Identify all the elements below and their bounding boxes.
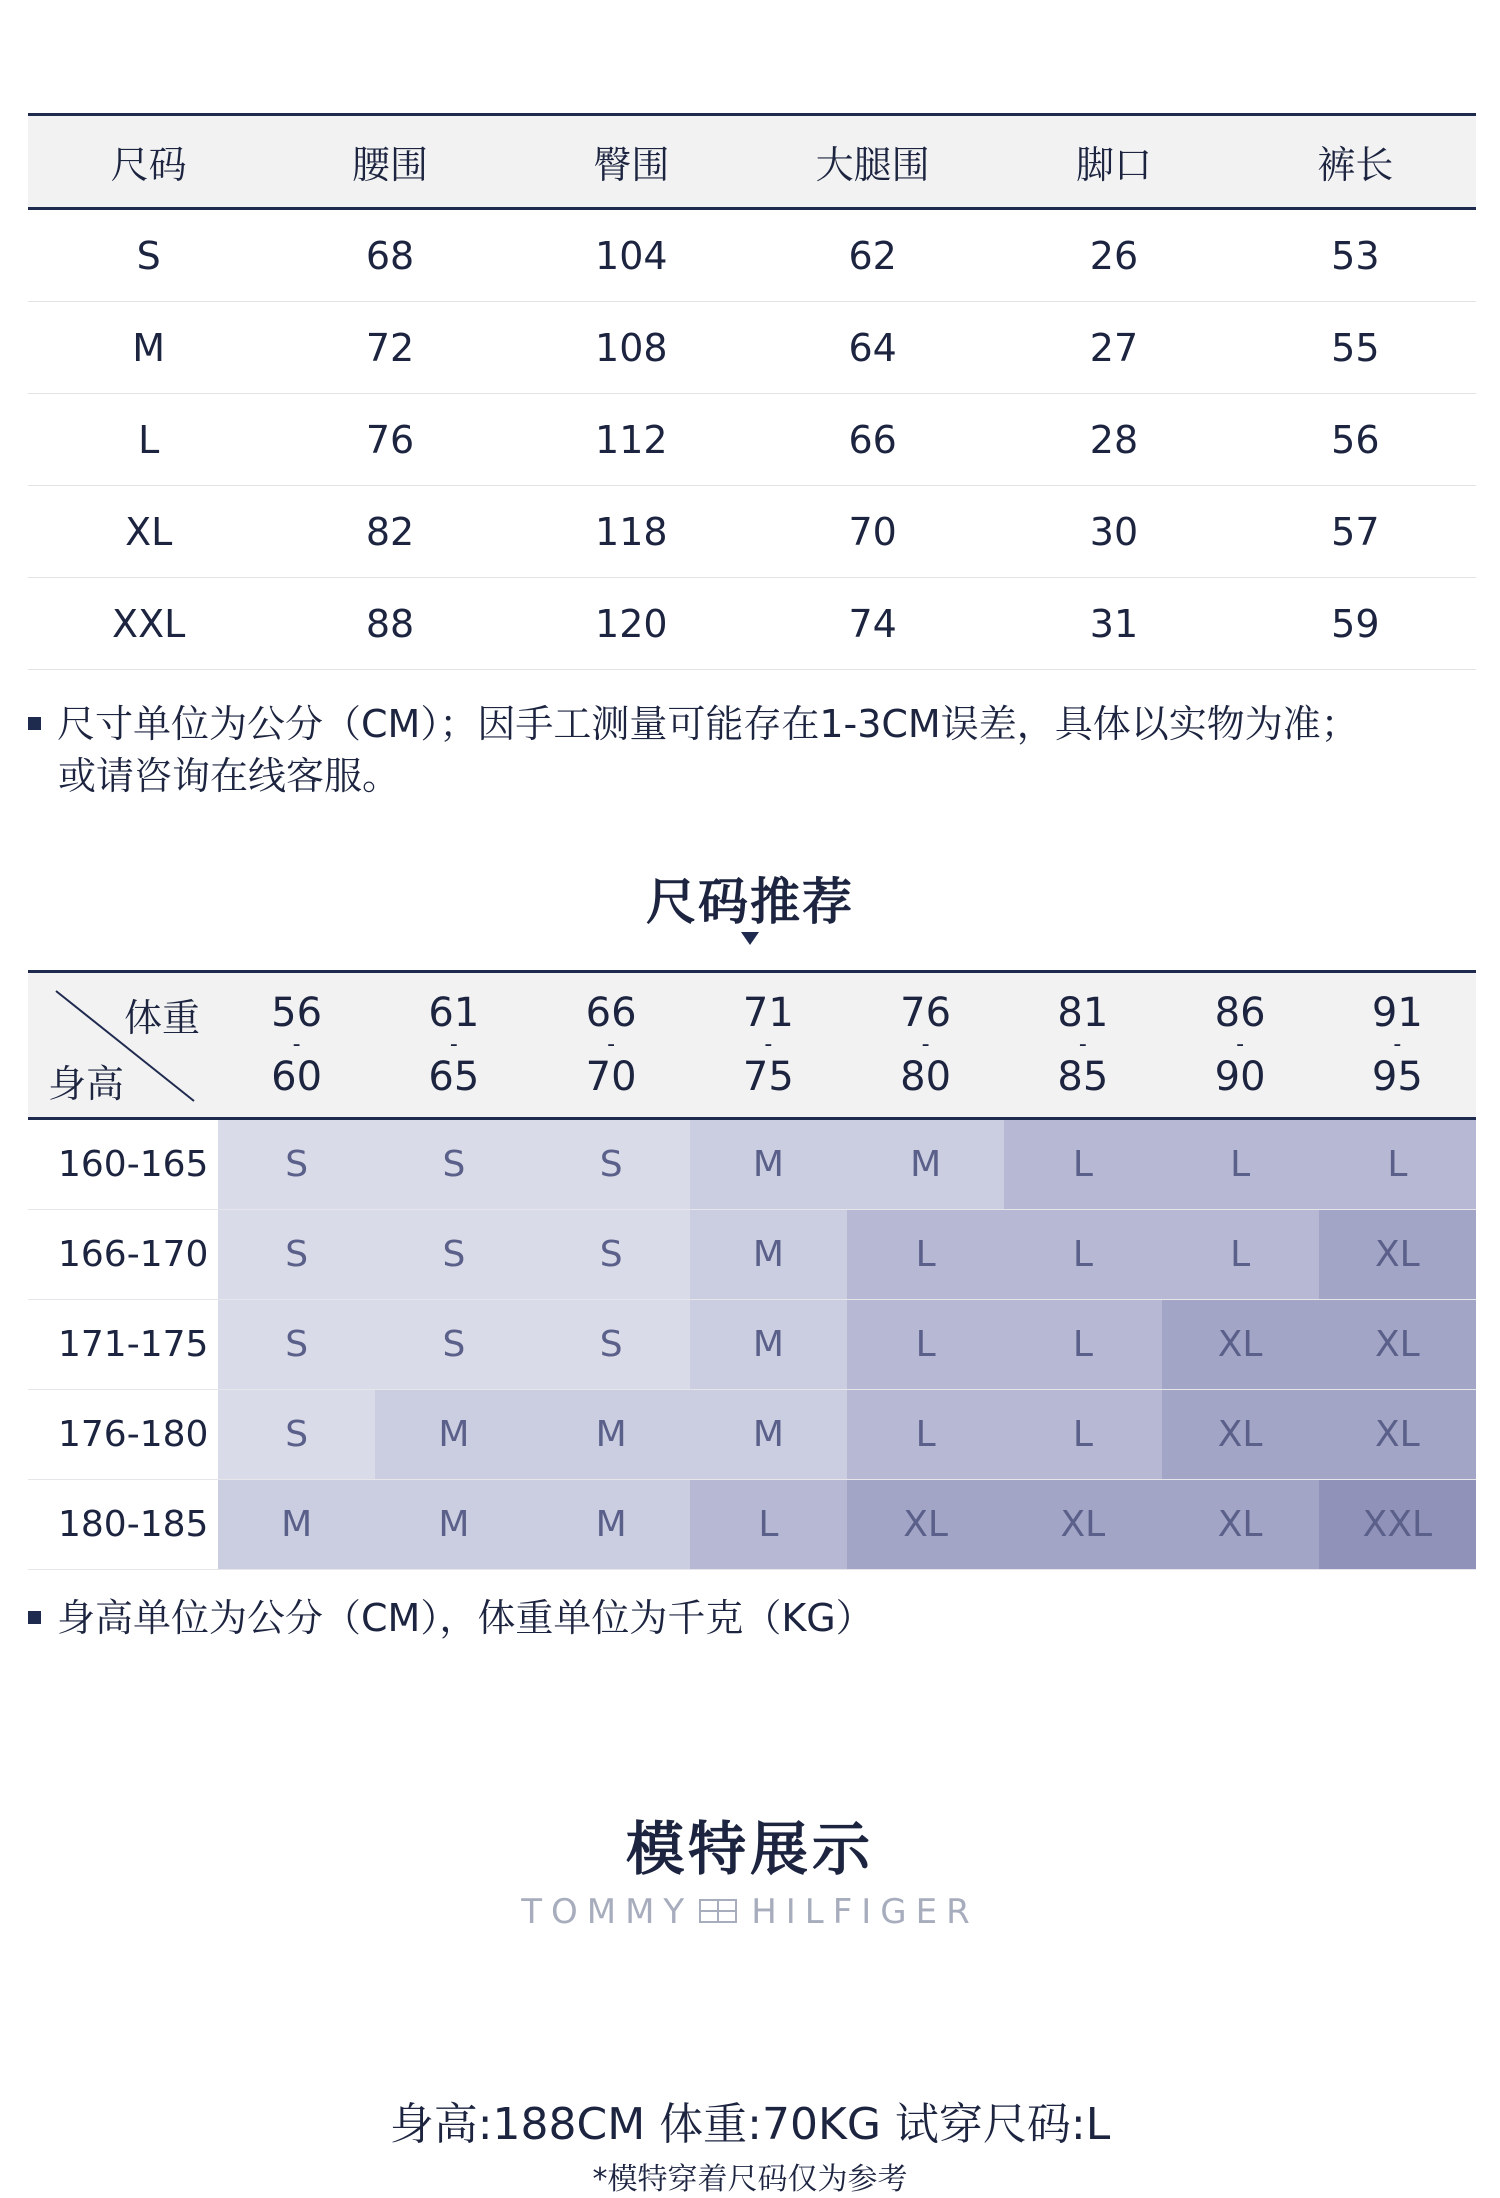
weight-from: 91 <box>1371 990 1423 1036</box>
size-cell: XL <box>1319 1210 1476 1299</box>
table-row <box>28 1480 1476 1570</box>
table-cell: 31 <box>993 578 1234 670</box>
size-cell: L <box>1319 1120 1476 1209</box>
size-cell: S <box>218 1210 375 1299</box>
weight-to: 80 <box>900 1054 952 1100</box>
table-cell: 27 <box>993 302 1234 394</box>
range-dash: - <box>764 1032 773 1057</box>
brand-name-right: HILFIGER <box>751 1892 979 1932</box>
height-range-cell: 160-165 <box>28 1120 218 1209</box>
header-thigh: 大腿围 <box>752 115 993 209</box>
size-cell: S <box>375 1300 532 1389</box>
table-row <box>28 302 1476 394</box>
height-range-cell: 171-175 <box>28 1300 218 1389</box>
size-cell: M <box>533 1480 690 1569</box>
weight-range-header <box>1162 973 1319 1117</box>
size-cell: M <box>847 1120 1004 1209</box>
size-cell: L <box>1162 1210 1319 1299</box>
table-row <box>28 209 1476 302</box>
range-dash: - <box>292 1032 301 1057</box>
table-cell: XXL <box>28 578 269 670</box>
height-range-cell: 166-170 <box>28 1210 218 1299</box>
table-cell: 118 <box>511 486 752 578</box>
size-cell: M <box>690 1210 847 1299</box>
height-range-cell: 176-180 <box>28 1390 218 1479</box>
table-row <box>28 1390 1476 1480</box>
rec-note-text: 身高单位为公分（CM），体重单位为千克（KG） <box>57 1596 874 1640</box>
table-cell: 74 <box>752 578 993 670</box>
table-cell: 68 <box>269 209 510 302</box>
size-cell: L <box>1004 1120 1161 1209</box>
table-cell: 30 <box>993 486 1234 578</box>
weight-range-header <box>690 973 847 1117</box>
table-cell: XL <box>28 486 269 578</box>
model-info: 身高:188CM 体重:70KG 试穿尺码:L <box>389 2099 1111 2150</box>
size-cell: XXL <box>1319 1480 1476 1569</box>
header-leg-opening: 脚口 <box>993 115 1234 209</box>
size-cell: XL <box>1004 1480 1161 1569</box>
height-axis-label: 身高 <box>48 1062 125 1106</box>
recommendation-header <box>28 973 1476 1120</box>
table-cell: 88 <box>269 578 510 670</box>
corner-cell <box>28 973 218 1117</box>
weight-from: 71 <box>742 990 794 1036</box>
table-cell: 76 <box>269 394 510 486</box>
table-cell: S <box>28 209 269 302</box>
model-title: 模特展示 <box>625 1815 874 1883</box>
bullet-icon <box>28 717 41 730</box>
range-dash: - <box>449 1032 458 1057</box>
size-cell: XL <box>1319 1300 1476 1389</box>
height-range-cell: 180-185 <box>28 1480 218 1569</box>
size-cell: M <box>690 1120 847 1209</box>
table-cell: 28 <box>993 394 1234 486</box>
size-cell: XL <box>1162 1480 1319 1569</box>
size-cell: M <box>375 1390 532 1479</box>
table-row <box>28 578 1476 670</box>
size-cell: XL <box>1319 1390 1476 1479</box>
table-cell: 72 <box>269 302 510 394</box>
weight-from: 81 <box>1057 990 1109 1036</box>
table-row <box>28 1120 1476 1210</box>
weight-range-header <box>1319 973 1476 1117</box>
weight-from: 66 <box>585 990 637 1036</box>
size-cell: XL <box>1162 1300 1319 1389</box>
table-cell: 120 <box>511 578 752 670</box>
size-table-header <box>28 115 1476 209</box>
table-cell: 62 <box>752 209 993 302</box>
size-cell: L <box>1162 1120 1319 1209</box>
table-cell: 70 <box>752 486 993 578</box>
size-cell: L <box>847 1390 1004 1479</box>
header-pant-length: 裤长 <box>1235 115 1476 209</box>
table-cell: 104 <box>511 209 752 302</box>
size-cell: M <box>375 1480 532 1569</box>
bullet-icon <box>28 1611 41 1624</box>
weight-to: 75 <box>742 1054 794 1100</box>
size-table <box>28 113 1476 670</box>
range-dash: - <box>607 1032 616 1057</box>
size-cell: L <box>1004 1300 1161 1389</box>
header-waist: 腰围 <box>269 115 510 209</box>
weight-range-header <box>847 973 1004 1117</box>
weight-range-header <box>218 973 375 1117</box>
size-cell: XL <box>1162 1390 1319 1479</box>
size-cell: M <box>690 1300 847 1389</box>
size-cell: S <box>533 1210 690 1299</box>
size-cell: S <box>375 1210 532 1299</box>
triangle-down-icon <box>741 932 759 945</box>
weight-to: 90 <box>1214 1054 1266 1100</box>
weight-to: 85 <box>1057 1054 1109 1100</box>
weight-range-header <box>1004 973 1161 1117</box>
flag-icon <box>699 1899 737 1923</box>
table-cell: 53 <box>1235 209 1476 302</box>
table-row <box>28 1300 1476 1390</box>
table-cell: 59 <box>1235 578 1476 670</box>
size-cell: S <box>218 1300 375 1389</box>
header-hip: 臀围 <box>511 115 752 209</box>
table-cell: 82 <box>269 486 510 578</box>
table-cell: 57 <box>1235 486 1476 578</box>
weight-from: 61 <box>428 990 480 1036</box>
size-cell: L <box>690 1480 847 1569</box>
brand-name-left: TOMMY <box>521 1892 694 1932</box>
weight-axis-label: 体重 <box>124 996 201 1040</box>
size-cell: S <box>218 1120 375 1209</box>
size-note-line-1 <box>28 698 1468 750</box>
size-cell: L <box>847 1300 1004 1389</box>
model-note: *模特穿着尺码仅为参考 <box>592 2162 908 2197</box>
header-size: 尺码 <box>28 115 269 209</box>
table-cell: 112 <box>511 394 752 486</box>
size-cell: L <box>1004 1210 1161 1299</box>
table-cell: 55 <box>1235 302 1476 394</box>
table-cell: L <box>28 394 269 486</box>
range-dash: - <box>1393 1032 1402 1057</box>
size-cell: S <box>375 1120 532 1209</box>
recommendation-body <box>28 1120 1476 1570</box>
range-dash: - <box>1236 1032 1245 1057</box>
size-note-line-2: 或请咨询在线客服。 <box>58 754 401 798</box>
table-cell: 56 <box>1235 394 1476 486</box>
table-row <box>28 486 1476 578</box>
table-row <box>28 1210 1476 1300</box>
size-cell: M <box>218 1480 375 1569</box>
table-cell: 26 <box>993 209 1234 302</box>
recommendation-title: 尺码推荐 <box>646 873 854 931</box>
weight-to: 95 <box>1371 1054 1423 1100</box>
table-row <box>28 394 1476 486</box>
range-dash: - <box>1078 1032 1087 1057</box>
size-cell: M <box>690 1390 847 1479</box>
size-note-text-1: 尺寸单位为公分（CM）；因手工测量可能存在1-3CM误差，具体以实物为准； <box>57 702 1359 746</box>
recommendation-unit-note <box>28 1592 874 1644</box>
table-cell: M <box>28 302 269 394</box>
range-dash: - <box>921 1032 930 1057</box>
recommendation-grid <box>28 970 1476 1570</box>
size-cell: XL <box>847 1480 1004 1569</box>
table-cell: 64 <box>752 302 993 394</box>
size-cell: L <box>1004 1390 1161 1479</box>
table-cell: 66 <box>752 394 993 486</box>
weight-to: 60 <box>271 1054 323 1100</box>
weight-range-header <box>375 973 532 1117</box>
size-cell: M <box>533 1390 690 1479</box>
size-cell: S <box>218 1390 375 1479</box>
weight-to: 70 <box>585 1054 637 1100</box>
weight-from: 76 <box>900 990 952 1036</box>
size-cell: S <box>533 1300 690 1389</box>
size-cell: S <box>533 1120 690 1209</box>
weight-from: 86 <box>1214 990 1266 1036</box>
size-cell: L <box>847 1210 1004 1299</box>
weight-to: 65 <box>428 1054 480 1100</box>
brand-logo <box>0 1892 1500 1932</box>
table-cell: 108 <box>511 302 752 394</box>
weight-from: 56 <box>271 990 323 1036</box>
weight-range-header <box>533 973 690 1117</box>
size-unit-note <box>28 698 1468 802</box>
